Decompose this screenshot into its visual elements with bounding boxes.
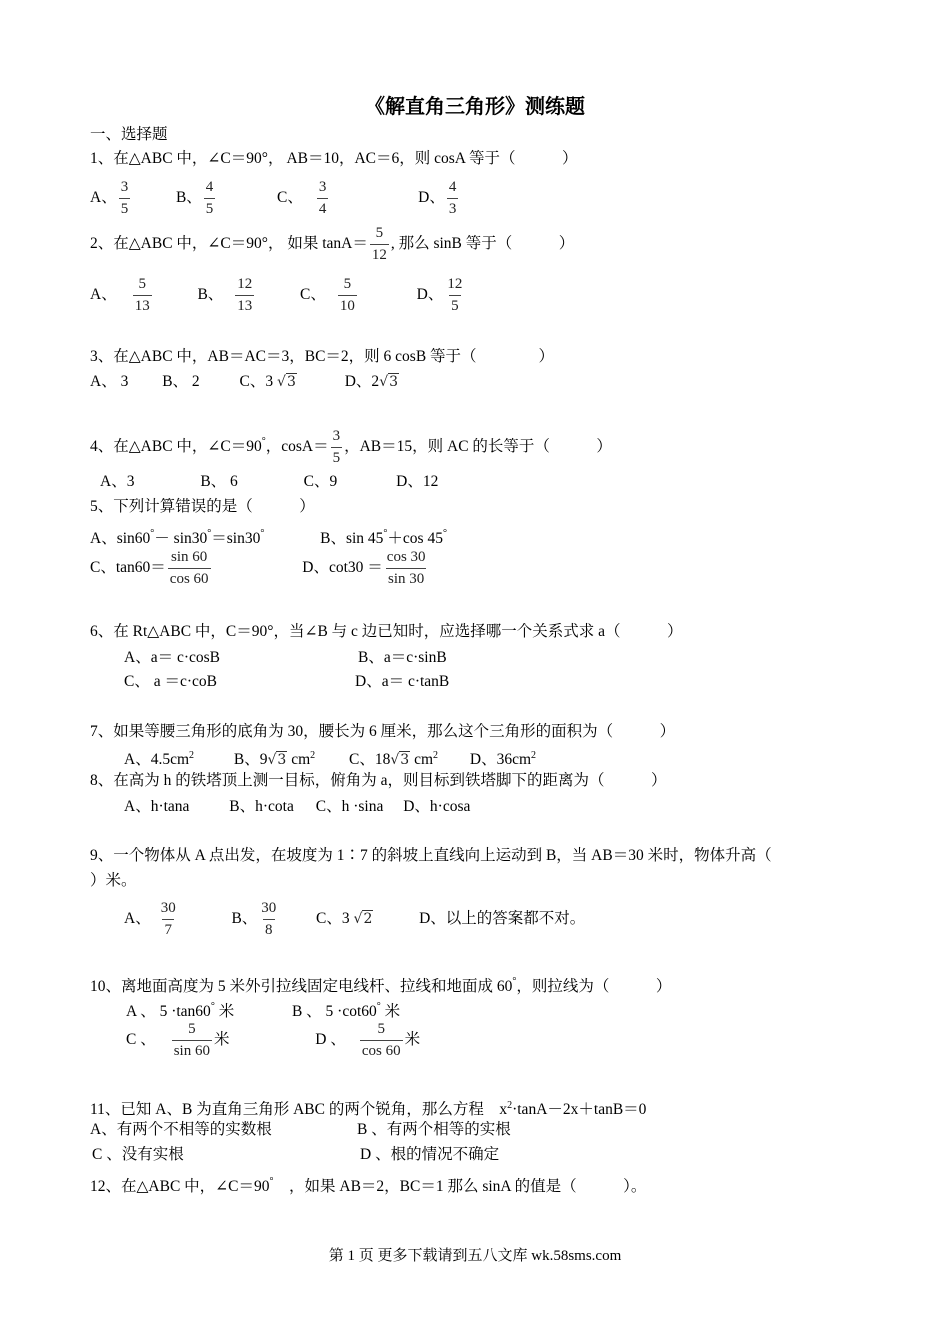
option-a: A、 xyxy=(90,189,117,206)
fraction: $\frac{4}{5}$ xyxy=(204,177,216,220)
sqrt-symbol: √3 xyxy=(267,752,287,769)
option-b: B、 2 xyxy=(162,373,200,390)
fraction: $\frac{\cos 30}{\sin 30}$ xyxy=(385,547,428,590)
option-b: B、 xyxy=(197,286,224,303)
option-a: A、$4.5cm^2$ xyxy=(124,750,195,769)
fraction: $\frac{4}{3}$ xyxy=(447,177,459,220)
option-a: A、 xyxy=(124,910,151,927)
option-b: B、sin 45°＋cos 45° xyxy=(320,528,447,547)
option-b: B、 xyxy=(231,910,258,927)
option-d: D、2√3 xyxy=(344,373,399,390)
option-c: C、 xyxy=(300,286,326,303)
fraction: $\frac{30}{7}$ xyxy=(159,898,178,941)
option-d: D、以上的答案都不对。 xyxy=(419,910,586,927)
question-2-options xyxy=(90,273,466,317)
question-6-option-b: B、a＝c·sinB xyxy=(358,649,447,666)
fraction: $\frac{3}{5}$ xyxy=(119,177,131,220)
question-11-option-c: C 、没有实根 xyxy=(92,1146,184,1163)
option-b: B、9√3 $cm^2$ xyxy=(233,750,316,769)
option-a: A、3 xyxy=(100,473,135,490)
fraction: $\frac{3}{5}$ xyxy=(331,426,343,469)
fraction: $\frac{12}{5}$ xyxy=(445,274,464,317)
option-b: B、 xyxy=(175,189,202,206)
question-3: 3、在△ABC 中，AB＝AC＝3，BC＝2，则 6 cosB 等于（ ） xyxy=(90,348,555,365)
question-9-line-2: ）米。 xyxy=(90,872,137,889)
question-11-option-a: A、有两个不相等的实数根 xyxy=(90,1121,272,1138)
question-7: 7、如果等腰三角形的底角为 30，腰长为 6 厘米，那么这个三角形的面积为（ ） xyxy=(90,723,676,740)
question-2: 2、在△ABC 中，∠C＝90°， 如果 tanA＝ $\frac{5}{12}$ , 那么 sinB 等于（ ） xyxy=(90,222,574,266)
option-c: C、9 xyxy=(303,473,338,490)
fraction: $\frac{30}{8}$ xyxy=(259,898,278,941)
fraction: $\frac{5}{13}$ xyxy=(133,274,152,317)
question-7-options xyxy=(124,746,536,770)
question-8: 8、在高为 h 的铁塔顶上测一目标，俯角为 a，则目标到铁塔脚下的距离为（ ） xyxy=(90,772,667,789)
option-c: C、h ·sina xyxy=(315,798,384,815)
sqrt-symbol: √2 xyxy=(353,911,373,927)
option-d: D、 xyxy=(416,286,444,303)
option-a: A、h·tana xyxy=(124,798,190,815)
question-9-options xyxy=(124,897,585,941)
question-11-option-d: D 、根的情况不确定 xyxy=(360,1146,500,1163)
page-footer: 第 1 页 更多下载请到五八文库 wk.58sms.com xyxy=(328,1248,622,1264)
fraction: $\frac{5}{\cos 60}$ xyxy=(360,1019,403,1062)
option-a: A 、 5 ·tan60° 米 xyxy=(126,1001,235,1020)
question-1-options xyxy=(90,176,460,220)
question-4: 4、在△ABC 中，∠C＝90°，cosA＝ $\frac{3}{5}$ ，AB＝15，则 AC 的长等于（ ） xyxy=(90,420,612,469)
option-d: D、cot30 ＝ $\frac{\cos 30}{\sin 30}$ xyxy=(302,559,429,576)
question-10: 10、离地面高度为 5 米外引拉线固定电线杆、拉线和地面成 60°，则拉线为（ ） xyxy=(90,976,672,995)
question-12: 12、在△ABC 中，∠C＝90° ，如果 AB＝2，BC＝1 那么 sinA 的值是（ ）。 xyxy=(90,1176,647,1195)
question-4-options xyxy=(100,472,438,492)
option-c: C、18√3 $cm^2$ xyxy=(349,750,439,769)
option-c: C、3 √2 xyxy=(316,910,373,927)
question-10-options-cd xyxy=(126,1018,420,1062)
question-6-option-d: D、a＝ c·tanB xyxy=(355,673,450,690)
question-6: 6、在 Rt△ABC 中，C＝90°，当∠B 与 c 边已知时，应选择哪一个关系式求 a（ ） xyxy=(90,623,683,640)
fraction: $\frac{3}{4}$ xyxy=(317,177,329,220)
fraction: $\frac{\sin 60}{\cos 60}$ xyxy=(168,547,211,590)
option-b: B、h·cota xyxy=(229,798,294,815)
sqrt-symbol: √3 xyxy=(277,374,296,390)
option-a: A、 xyxy=(90,286,117,303)
question-1: 1、在△ABC 中，∠C＝90°， AB＝10，AC＝6，则 cosA 等于（ ） xyxy=(90,150,578,167)
sqrt-symbol: √3 xyxy=(390,752,410,769)
fraction: $\frac{5}{10}$ xyxy=(338,274,357,317)
option-c: C、 xyxy=(277,189,303,206)
fraction: $\frac{5}{\sin 60}$ xyxy=(172,1019,212,1062)
question-6-option-a: A、a＝ c·cosB xyxy=(124,649,220,666)
option-d: D、h·cosa xyxy=(403,798,471,815)
option-d: D、 xyxy=(418,189,445,206)
question-5-options-cd xyxy=(90,546,430,590)
question-6-option-c: C、 a ＝c·coB xyxy=(124,673,217,690)
page-title: 《解直角三角形》测练题 xyxy=(365,96,585,118)
option-c: C 、 $\frac{5}{\sin 60}$ 米 xyxy=(126,1031,230,1048)
option-d: D、$36cm^2$ xyxy=(469,750,537,769)
option-c: C、tan60＝ $\frac{\sin 60}{\cos 60}$ xyxy=(90,559,213,576)
option-d: D、12 xyxy=(396,473,439,490)
option-a: A、sin60°－ sin30°＝sin30° xyxy=(90,528,265,547)
fraction: $\frac{5}{12}$ xyxy=(370,223,389,266)
question-8-options xyxy=(124,797,470,817)
question-3-options xyxy=(90,372,399,392)
question-11-option-b: B 、有两个相等的实根 xyxy=(357,1121,511,1138)
question-11: 11、已知 A、B 为直角三角形 ABC 的两个锐角，那么方程 $x^2\cdot\tan A-2x+\tan B=0$ xyxy=(90,1100,647,1119)
section-heading: 一、选择题 xyxy=(90,126,168,143)
option-b: B、 6 xyxy=(200,473,238,490)
question-5: 5、下列计算错误的是（ ） xyxy=(90,498,315,515)
fraction: $\frac{12}{13}$ xyxy=(235,274,254,317)
option-d: D 、 $\frac{5}{\cos 60}$ 米 xyxy=(315,1031,420,1048)
option-b: B 、 5 ·cot60° 米 xyxy=(291,1001,401,1020)
option-c: C、3 √3 xyxy=(239,373,296,390)
option-a: A、 3 xyxy=(90,373,129,390)
question-9-line-1: 9、一个物体从 A 点出发，在坡度为 1∶7 的斜坡上直线向上运动到 B，当 AB＝30 米时，物体升高（ xyxy=(90,847,772,864)
sqrt-symbol: √3 xyxy=(379,374,399,390)
